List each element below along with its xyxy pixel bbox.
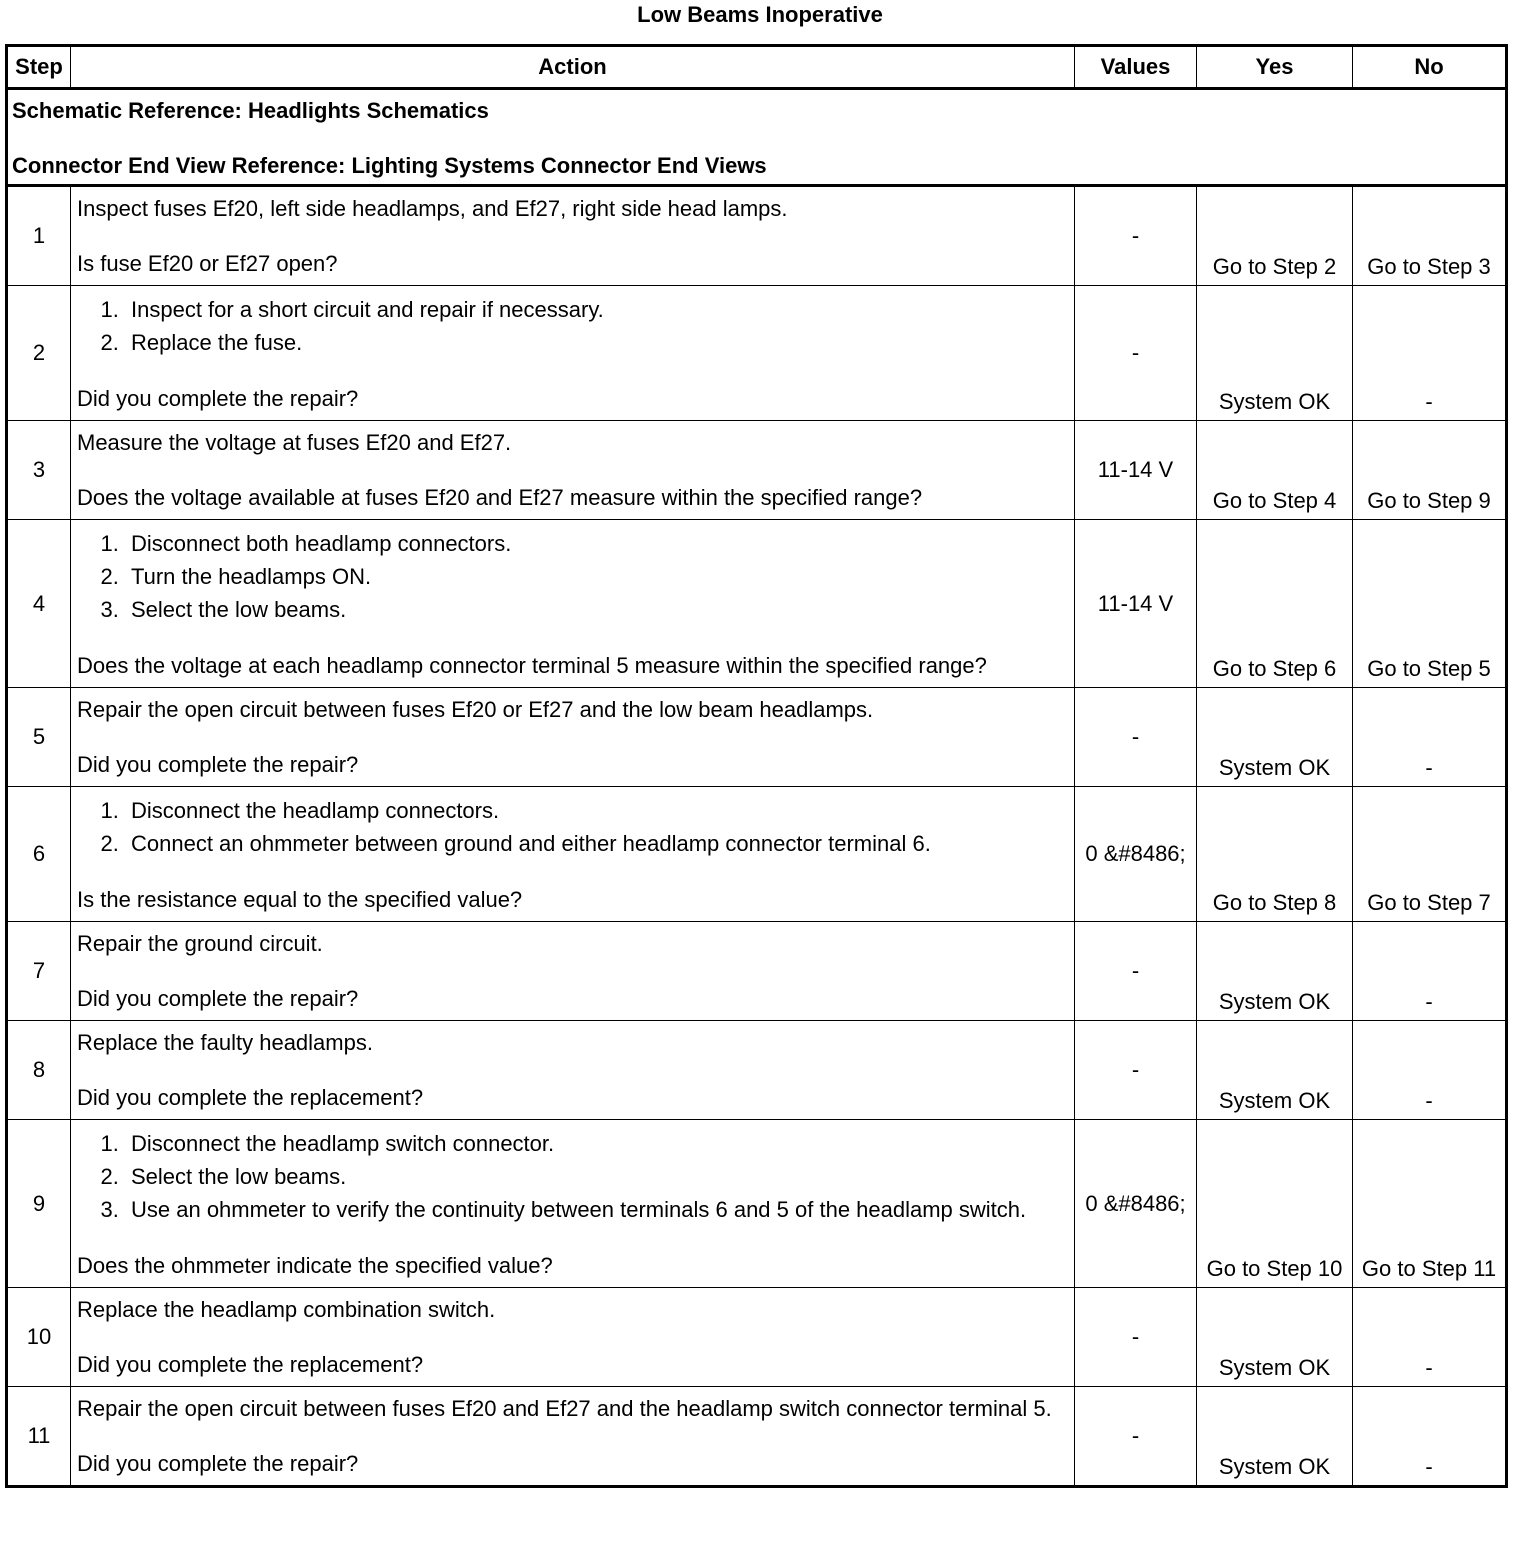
action-cell (71, 922, 1075, 1021)
action-substep: 1. Disconnect the headlamp connectors. (125, 794, 1068, 827)
no-outcome: - (1353, 1387, 1507, 1487)
header-action: Action (71, 46, 1075, 89)
action-cell (71, 186, 1075, 286)
yes-outcome: System OK (1197, 922, 1353, 1021)
action-substep: 2. Select the low beams. (125, 1160, 1068, 1193)
no-outcome: Go to Step 3 (1353, 186, 1507, 286)
action-instruction: Repair the open circuit between fuses Ef20 or Ef27 and the low beam headlamps. (77, 697, 874, 722)
action-cell (71, 1288, 1075, 1387)
step-number: 5 (7, 688, 71, 787)
action-instruction: Repair the open circuit between fuses Ef20 and Ef27 and the headlamp switch connector terminal 5. (77, 1396, 1052, 1421)
yes-outcome: System OK (1197, 1387, 1353, 1487)
value-cell: 11-14 V (1075, 520, 1197, 688)
action-question: Did you complete the repair? (77, 986, 359, 1011)
no-outcome: - (1353, 688, 1507, 787)
yes-outcome: System OK (1197, 1021, 1353, 1120)
table-row (7, 688, 1507, 787)
action-question: Is fuse Ef20 or Ef27 open? (77, 251, 338, 276)
table-row (7, 421, 1507, 520)
value-cell: - (1075, 186, 1197, 286)
action-instruction: Replace the headlamp combination switch. (77, 1297, 496, 1322)
yes-outcome: System OK (1197, 286, 1353, 421)
action-substep: 2. Connect an ohmmeter between ground and either headlamp connector terminal 6. (125, 827, 1068, 860)
action-cell (71, 1387, 1075, 1487)
no-outcome: Go to Step 7 (1353, 787, 1507, 922)
action-substep: 2. Replace the fuse. (125, 326, 1068, 359)
table-row (7, 1120, 1507, 1288)
action-substeps (77, 1127, 1068, 1226)
reference-row (7, 89, 1507, 186)
yes-outcome: Go to Step 10 (1197, 1120, 1353, 1288)
action-substep: 3. Select the low beams. (125, 593, 1068, 626)
step-number: 1 (7, 186, 71, 286)
action-question: Did you complete the repair? (77, 386, 359, 411)
action-instruction: Replace the faulty headlamps. (77, 1030, 373, 1055)
action-cell (71, 520, 1075, 688)
table-row (7, 520, 1507, 688)
step-number: 9 (7, 1120, 71, 1288)
table-row (7, 186, 1507, 286)
table-row (7, 787, 1507, 922)
action-question: Does the voltage available at fuses Ef20 and Ef27 measure within the specified range? (77, 485, 923, 510)
action-question: Did you complete the replacement? (77, 1085, 424, 1110)
step-number: 8 (7, 1021, 71, 1120)
action-instruction: Measure the voltage at fuses Ef20 and Ef27. (77, 430, 512, 455)
connector-reference: Connector End View Reference: Lighting Systems Connector End Views (12, 153, 767, 178)
value-cell: 0 &#8486; (1075, 1120, 1197, 1288)
action-substep: 1. Disconnect the headlamp switch connector. (125, 1127, 1068, 1160)
value-cell: - (1075, 922, 1197, 1021)
no-outcome: - (1353, 922, 1507, 1021)
table-row (7, 1021, 1507, 1120)
action-question: Does the voltage at each headlamp connector terminal 5 measure within the specified range? (77, 653, 987, 678)
header-values: Values (1075, 46, 1197, 89)
action-instruction: Repair the ground circuit. (77, 931, 323, 956)
header-row (7, 46, 1507, 89)
action-substep: 1. Inspect for a short circuit and repair if necessary. (125, 293, 1068, 326)
action-substeps (77, 293, 1068, 359)
no-outcome: - (1353, 1021, 1507, 1120)
value-cell: 0 &#8486; (1075, 787, 1197, 922)
no-outcome: - (1353, 1288, 1507, 1387)
value-cell: - (1075, 286, 1197, 421)
step-number: 3 (7, 421, 71, 520)
action-cell (71, 421, 1075, 520)
step-number: 7 (7, 922, 71, 1021)
value-cell: - (1075, 1021, 1197, 1120)
action-substep: 2. Turn the headlamps ON. (125, 560, 1068, 593)
action-substep: 1. Disconnect both headlamp connectors. (125, 527, 1068, 560)
yes-outcome: Go to Step 6 (1197, 520, 1353, 688)
action-instruction: Inspect fuses Ef20, left side headlamps, and Ef27, right side head lamps. (77, 196, 788, 221)
action-question: Did you complete the repair? (77, 752, 359, 777)
reference-cell (7, 89, 1507, 186)
step-number: 6 (7, 787, 71, 922)
step-number: 11 (7, 1387, 71, 1487)
header-no: No (1353, 46, 1507, 89)
action-substep: 3. Use an ohmmeter to verify the continuity between terminals 6 and 5 of the headlamp switch. (125, 1193, 1068, 1226)
yes-outcome: Go to Step 2 (1197, 186, 1353, 286)
action-cell (71, 787, 1075, 922)
action-cell (71, 1120, 1075, 1288)
action-question: Does the ohmmeter indicate the specified value? (77, 1253, 553, 1278)
table-row (7, 1387, 1507, 1487)
value-cell: - (1075, 688, 1197, 787)
action-cell (71, 286, 1075, 421)
yes-outcome: Go to Step 4 (1197, 421, 1353, 520)
diagnostic-table (5, 44, 1508, 1488)
step-number: 10 (7, 1288, 71, 1387)
no-outcome: Go to Step 11 (1353, 1120, 1507, 1288)
header-step: Step (7, 46, 71, 89)
value-cell: 11-14 V (1075, 421, 1197, 520)
yes-outcome: System OK (1197, 1288, 1353, 1387)
step-number: 4 (7, 520, 71, 688)
schematic-reference: Schematic Reference: Headlights Schematics (12, 98, 489, 123)
yes-outcome: Go to Step 8 (1197, 787, 1353, 922)
value-cell: - (1075, 1387, 1197, 1487)
no-outcome: Go to Step 5 (1353, 520, 1507, 688)
no-outcome: Go to Step 9 (1353, 421, 1507, 520)
action-question: Did you complete the repair? (77, 1451, 359, 1476)
action-substeps (77, 527, 1068, 626)
action-question: Is the resistance equal to the specified value? (77, 887, 523, 912)
table-row (7, 286, 1507, 421)
yes-outcome: System OK (1197, 688, 1353, 787)
value-cell: - (1075, 1288, 1197, 1387)
action-substeps (77, 794, 1068, 860)
action-cell (71, 688, 1075, 787)
no-outcome: - (1353, 286, 1507, 421)
page-title: Low Beams Inoperative (637, 2, 883, 27)
table-row (7, 1288, 1507, 1387)
header-yes: Yes (1197, 46, 1353, 89)
action-cell (71, 1021, 1075, 1120)
action-question: Did you complete the replacement? (77, 1352, 424, 1377)
table-row (7, 922, 1507, 1021)
step-number: 2 (7, 286, 71, 421)
